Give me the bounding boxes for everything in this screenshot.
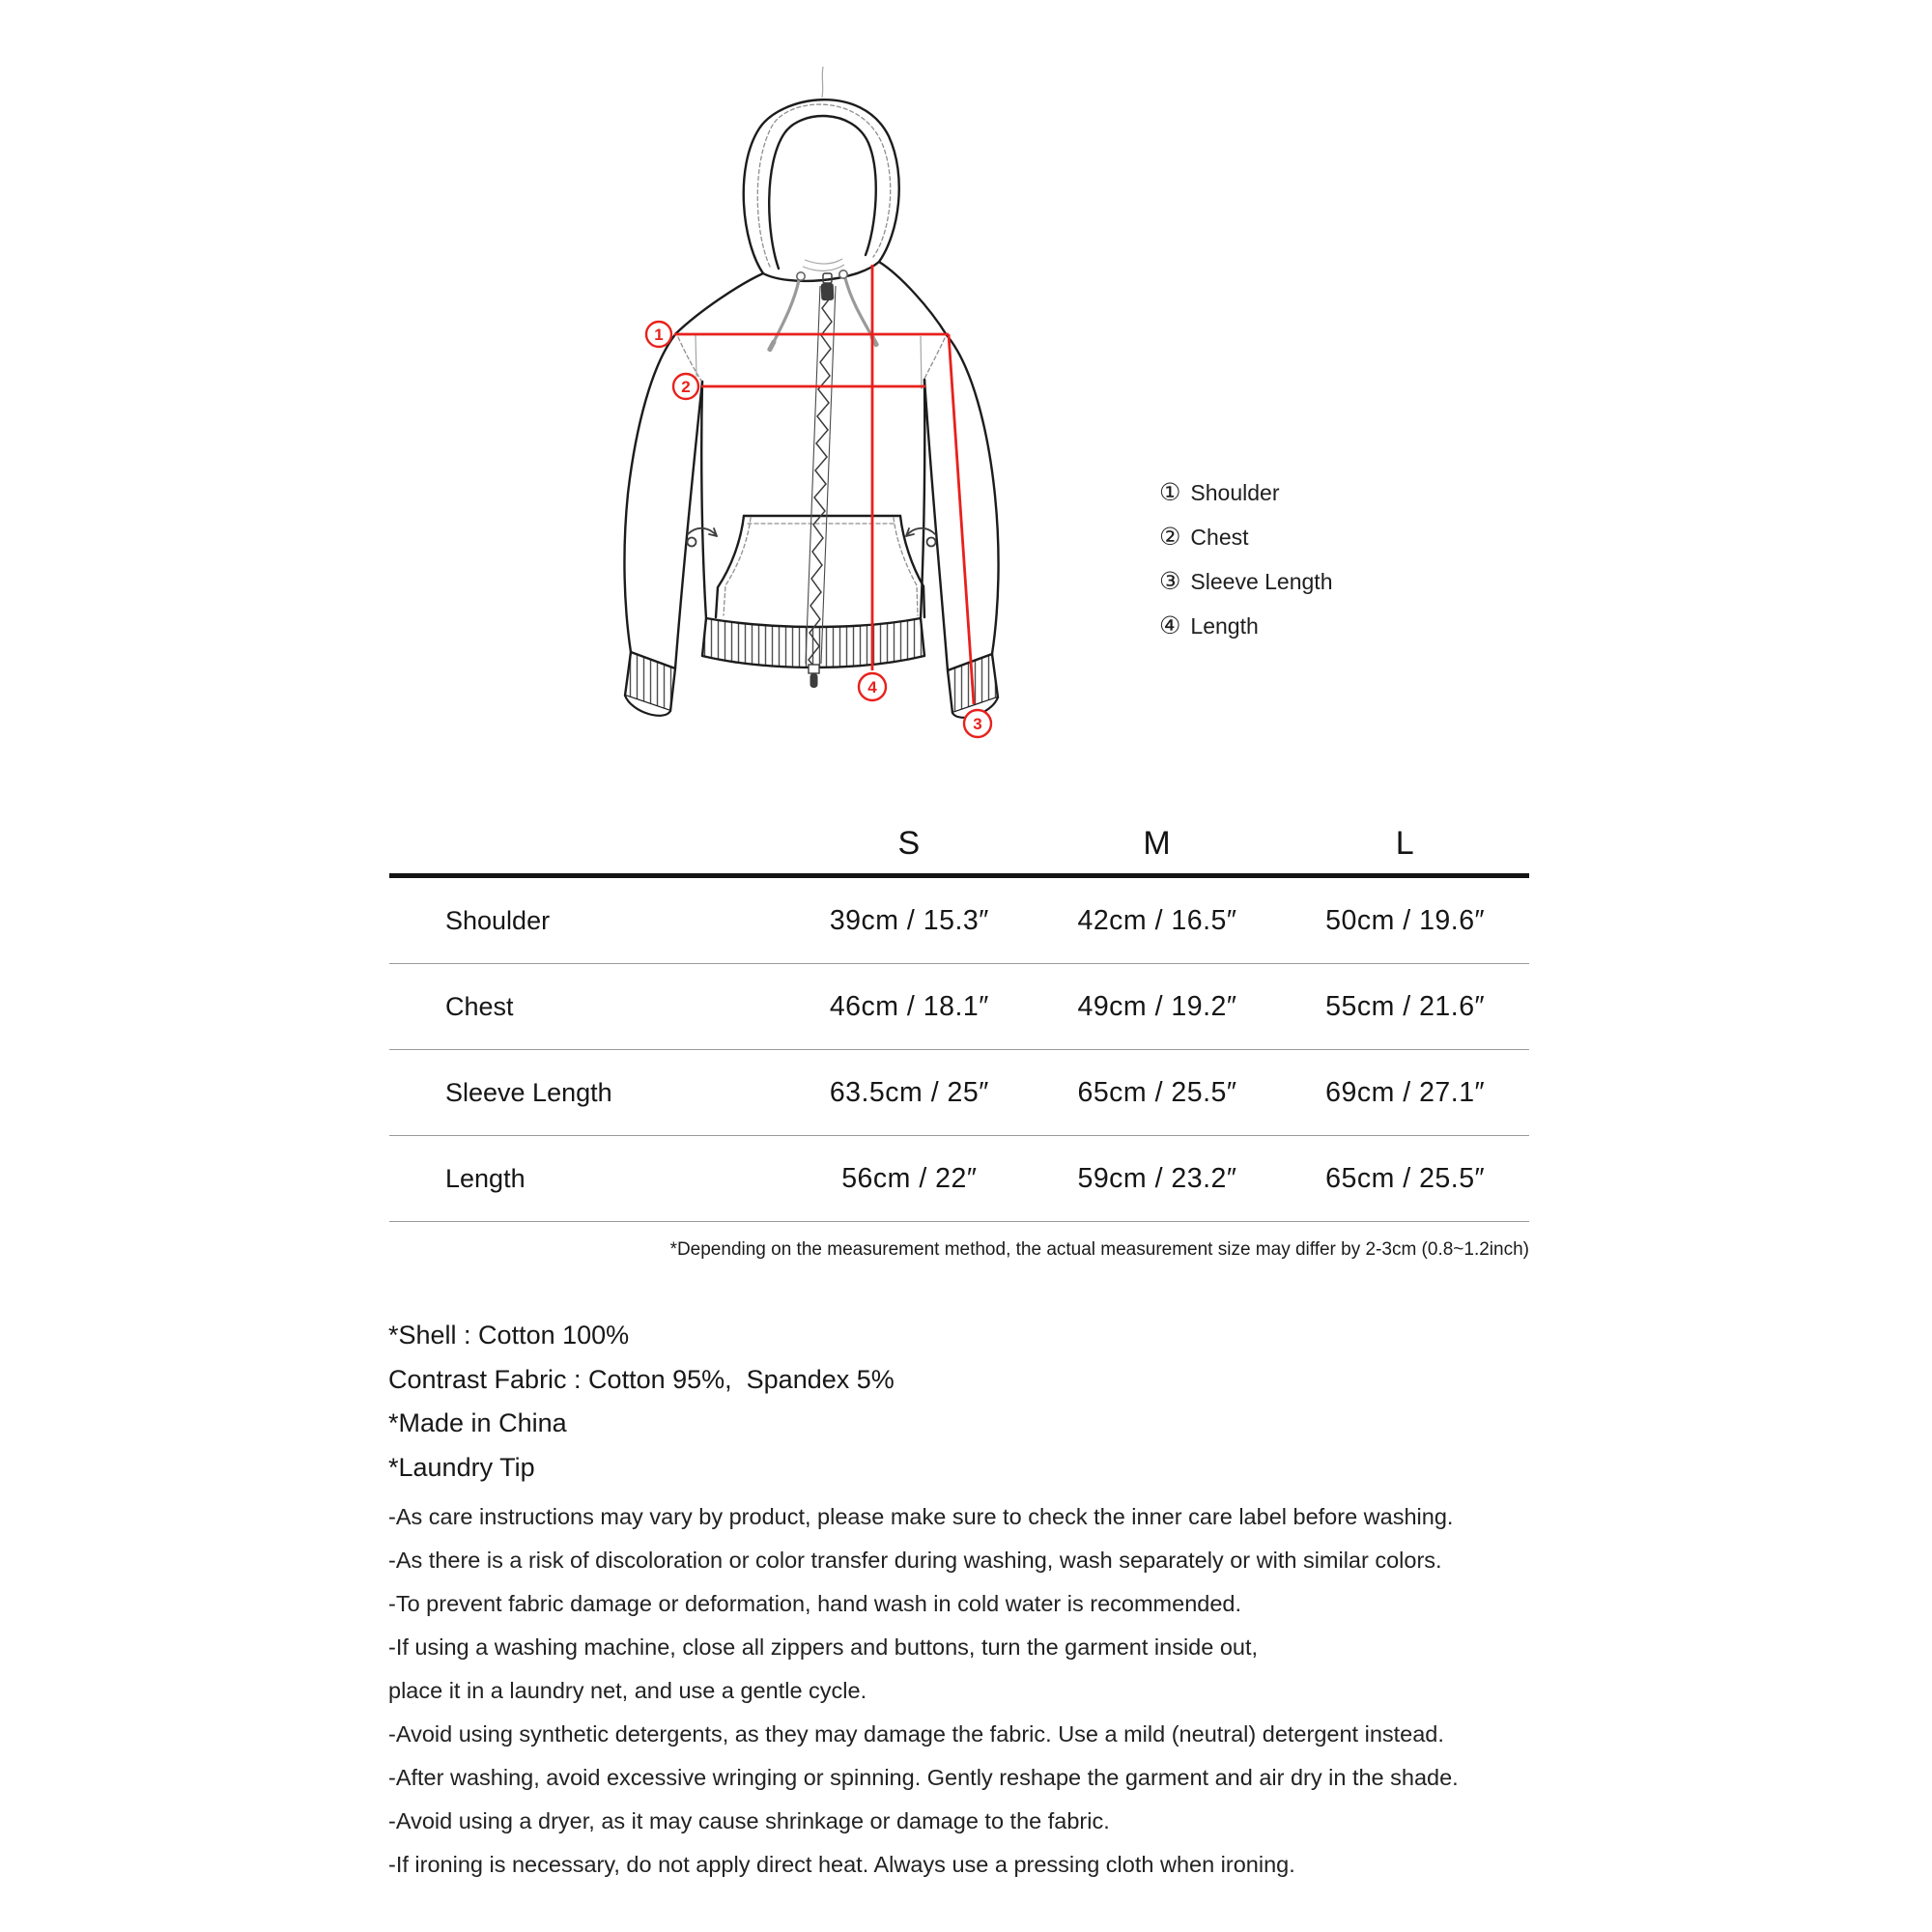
row-label-chest: Chest <box>445 991 514 1021</box>
eyelet-left <box>797 272 805 280</box>
laundry-tip-line: -Avoid using synthetic detergents, as they may damage the fabric. Use a mild (neutral) detergent instead. <box>388 1721 1444 1747</box>
table-row <box>389 1050 1529 1136</box>
legend-item-chest <box>1159 515 1333 559</box>
pocket-arrows <box>688 528 936 547</box>
marker-3: 3 <box>973 715 982 733</box>
laundry-tip-line: -After washing, avoid excessive wringing or spinning. Gently reshape the garment and air dry in the shade. <box>388 1765 1459 1790</box>
laundry-tip-line: -If using a washing machine, close all zippers and buttons, turn the garment inside out, <box>388 1634 1259 1660</box>
shoulder-l: 50cm / 19.6″ <box>1325 904 1486 936</box>
legend-label: Sleeve Length <box>1190 568 1333 594</box>
size-column-s: S <box>897 824 922 862</box>
table-row <box>389 1136 1529 1222</box>
table-row <box>389 964 1529 1050</box>
laundry-tip-line: -If ironing is necessary, do not apply direct heat. Always use a pressing cloth when ironing. <box>388 1852 1295 1877</box>
length-l: 65cm / 25.5″ <box>1325 1162 1486 1194</box>
laundry-tip-title: *Laundry Tip <box>388 1452 535 1482</box>
size-column-m: M <box>1143 824 1172 862</box>
circled-2-icon: ② <box>1159 523 1181 551</box>
laundry-tip-line: -As there is a risk of discoloration or color transfer during washing, wash separately or with similar colors. <box>388 1548 1442 1573</box>
shoulder-s: 39cm / 15.3″ <box>829 904 989 936</box>
length-s: 56cm / 22″ <box>841 1162 978 1194</box>
sleeve-l: 69cm / 27.1″ <box>1325 1076 1486 1108</box>
cuff-left <box>625 652 675 716</box>
hem-ribbing <box>702 618 924 668</box>
legend-label: Shoulder <box>1190 479 1280 505</box>
laundry-tips <box>388 1495 1605 1887</box>
sleeve-s: 63.5cm / 25″ <box>829 1076 989 1108</box>
laundry-tip-line: place it in a laundry net, and use a gentle cycle. <box>388 1678 867 1703</box>
size-column-l: L <box>1395 824 1415 862</box>
legend-item-shoulder <box>1159 470 1333 515</box>
legend-item-length <box>1159 604 1333 648</box>
measurement-note: *Depending on the measurement method, the actual measurement size may differ by 2-3cm (0.8~1.2inch) <box>669 1239 1529 1260</box>
marker-2: 2 <box>681 378 691 396</box>
garment-diagram <box>580 53 1082 749</box>
row-label-sleeve-length: Sleeve Length <box>445 1077 612 1107</box>
table-row <box>389 878 1529 964</box>
circled-4-icon: ④ <box>1159 611 1181 639</box>
row-label-shoulder: Shoulder <box>445 905 551 935</box>
circled-1-icon: ① <box>1159 478 1181 506</box>
shoulder-m: 42cm / 16.5″ <box>1077 904 1237 936</box>
eyelet-right <box>839 270 847 278</box>
row-label-length: Length <box>445 1163 526 1193</box>
marker-1: 1 <box>654 326 664 344</box>
sleeve-m: 65cm / 25.5″ <box>1077 1076 1237 1108</box>
laundry-tip-line: -Avoid using a dryer, as it may cause shrinkage or damage to the fabric. <box>388 1808 1110 1833</box>
laundry-tip-line: -To prevent fabric damage or deformation, hand wash in cold water is recommended. <box>388 1591 1242 1616</box>
circled-3-icon: ③ <box>1159 567 1181 595</box>
marker-4: 4 <box>867 678 877 696</box>
laundry-tip-line: -As care instructions may vary by product, please make sure to check the inner care label before washing. <box>388 1504 1454 1529</box>
legend-label: Chest <box>1190 524 1249 550</box>
shell-fabric-line: *Shell : Cotton 100% <box>388 1321 630 1350</box>
product-info <box>388 1314 1605 1887</box>
sleeve-line <box>949 334 974 704</box>
measurement-legend <box>1159 470 1333 648</box>
size-table-header <box>389 813 1529 873</box>
contrast-fabric-line: Contrast Fabric : Cotton 95%, Spandex 5% <box>388 1364 895 1394</box>
chest-l: 55cm / 21.6″ <box>1325 990 1486 1022</box>
size-table <box>389 813 1529 1261</box>
chest-m: 49cm / 19.2″ <box>1077 990 1237 1022</box>
origin-line: *Made in China <box>388 1408 567 1437</box>
legend-label: Length <box>1190 612 1259 639</box>
chest-s: 46cm / 18.1″ <box>829 990 989 1022</box>
seam-ticks <box>696 67 922 389</box>
legend-item-sleeve-length <box>1159 559 1333 604</box>
length-m: 59cm / 23.2″ <box>1077 1162 1237 1194</box>
